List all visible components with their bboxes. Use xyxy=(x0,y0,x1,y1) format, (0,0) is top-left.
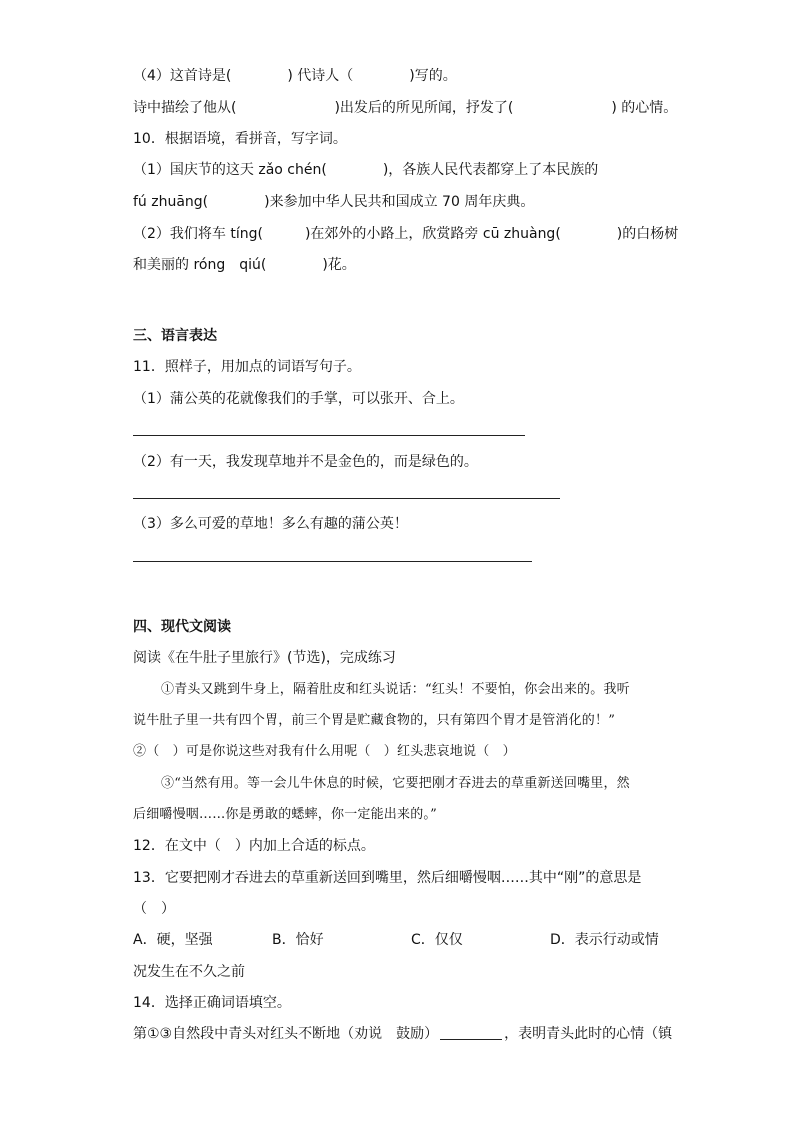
q11-answer-line-3[interactable] xyxy=(133,561,532,562)
q13-option-c[interactable]: C．仅仅 xyxy=(411,932,463,948)
q13-option-a[interactable]: A．硬，坚强 xyxy=(133,932,213,948)
section-4-heading: 四、现代文阅读 xyxy=(133,619,231,635)
q10-part1-line1: （1）国庆节的这天 zǎo chén( )，各族人民代表都穿上了本民族的 xyxy=(133,162,599,178)
q10-title: 10．根据语境，看拼音，写字词。 xyxy=(133,131,347,147)
passage-para2: ②（ ）可是你说这些对我有什么用呢（ ）红头悲哀地说（ ） xyxy=(133,744,516,759)
q11-answer-line-1[interactable] xyxy=(133,435,525,436)
q14-sentence-part1: 第①③自然段中青头对红头不断地（劝说 鼓励） xyxy=(133,1026,439,1042)
q14-title: 14．选择正确词语填空。 xyxy=(133,995,291,1011)
q11-answer-line-2[interactable] xyxy=(133,498,560,499)
q13-option-d[interactable]: D．表示行动或情 xyxy=(550,932,659,948)
passage-para3-line2: 后细嚼慢咽……你是勇敢的蟋蟀，你一定能出来的。” xyxy=(133,807,437,822)
q9-part4-line1: （4）这首诗是( ) 代诗人（ )写的。 xyxy=(133,68,457,84)
q10-part2-line2: 和美丽的 róng qiú( )花。 xyxy=(133,257,356,273)
q13-title: 13．它要把刚才吞进去的草重新送回到嘴里，然后细嚼慢咽……其中“刚”的意思是 xyxy=(133,870,642,886)
q13-answer-paren: （ ） xyxy=(133,901,175,917)
q11-title: 11．照样子，用加点的词语写句子。 xyxy=(133,359,361,375)
section-3-heading: 三、语言表达 xyxy=(133,328,217,344)
q10-part1-line2: fú zhuāng( )来参加中华人民共和国成立 70 周年庆典。 xyxy=(133,194,535,210)
q11-example1: （1）蒲公英的花就像我们的手掌，可以张开、合上。 xyxy=(133,391,464,407)
q13-option-b[interactable]: B．恰好 xyxy=(272,932,324,948)
q11-example3: （3）多么可爱的草地！多么有趣的蒲公英！ xyxy=(133,516,408,532)
q9-part4-line2: 诗中描绘了他从( )出发后的所见所闻，抒发了( ) 的心情。 xyxy=(133,100,678,116)
q14-sentence-part2: ，表明青头此时的心情（镇 xyxy=(504,1026,673,1042)
q14-answer-blank[interactable] xyxy=(440,1025,502,1040)
q10-part2-line1: （2）我们将车 tíng( )在郊外的小路上，欣赏路旁 cū zhuàng( )的白杨树 xyxy=(133,226,679,242)
q12-title: 12．在文中（ ）内加上合适的标点。 xyxy=(133,838,375,854)
q11-example2: （2）有一天，我发现草地并不是金色的，而是绿色的。 xyxy=(133,454,478,470)
passage-para1-line1: ①青头又跳到牛身上，隔着肚皮和红头说话：“红头！不要怕，你会出来的。我听 xyxy=(161,682,630,697)
passage-para3-line1: ③“当然有用。等一会儿牛休息的时候，它要把刚才吞进去的草重新送回嘴里，然 xyxy=(161,776,630,791)
q14-sentence xyxy=(133,1024,672,1044)
reading-intro: 阅读《在牛肚子里旅行》(节选)，完成练习 xyxy=(133,650,396,666)
passage-para1-line2: 说牛肚子里一共有四个胃，前三个胃是贮藏食物的，只有第四个胃才是管消化的！” xyxy=(133,713,616,728)
q13-option-d-continued: 况发生在不久之前 xyxy=(133,964,245,980)
